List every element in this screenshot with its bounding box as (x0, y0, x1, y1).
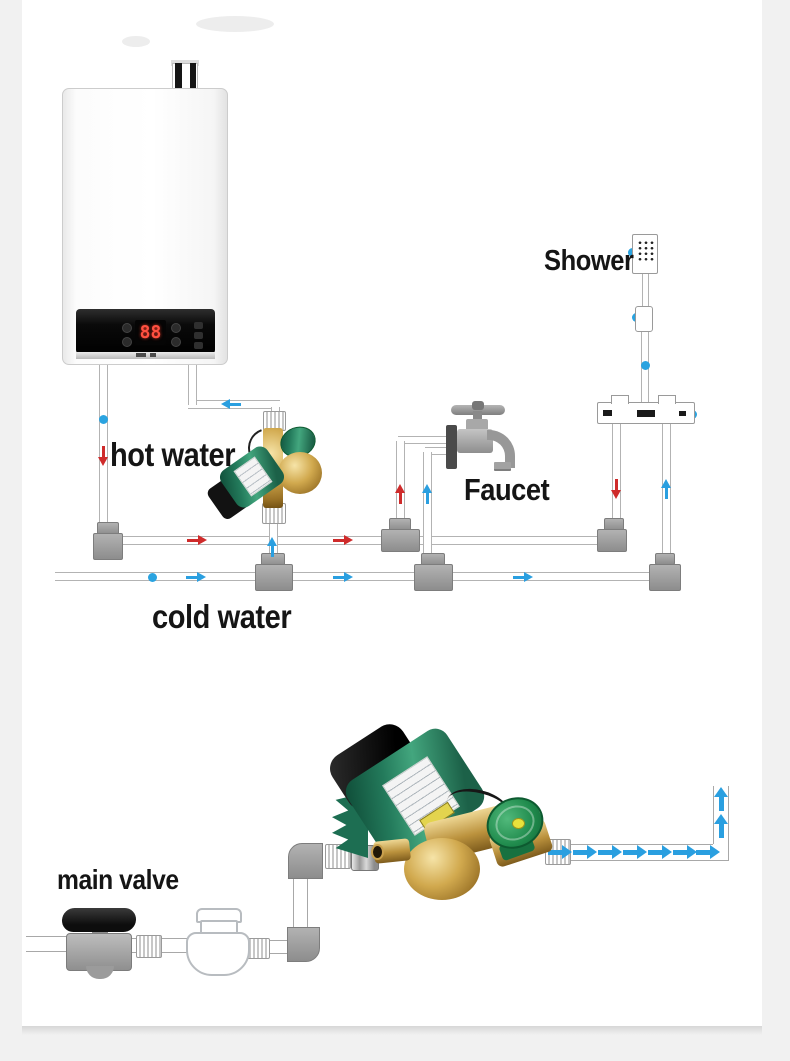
flow-arrow-cold (623, 845, 647, 859)
card-shadow (22, 1026, 762, 1035)
pump-inlet-hole (371, 844, 384, 860)
pipe-elbow (287, 927, 320, 962)
meter-body (186, 932, 250, 976)
flow-arrow-cold (648, 845, 672, 859)
label-hot-water: hot water (110, 436, 236, 473)
label-shower: Shower (544, 245, 634, 277)
union-fitting (136, 935, 162, 958)
label-faucet: Faucet (464, 472, 550, 507)
label-main-valve: main valve (57, 864, 179, 895)
flow-arrow-cold (714, 787, 728, 811)
flow-arrow-cold (696, 845, 720, 859)
valve-handle (61, 908, 136, 932)
pump-volute (404, 838, 480, 900)
label-cold-water: cold water (152, 598, 292, 635)
flow-arrow-cold (673, 845, 697, 859)
pipe-elbow (288, 843, 323, 879)
heater-display: 88 (135, 320, 166, 345)
flow-arrow-cold (598, 845, 622, 859)
flow-arrow-cold (573, 845, 597, 859)
flow-arrow-cold (714, 814, 728, 838)
pipe-segment (293, 874, 308, 932)
flow-switch-dot (512, 818, 525, 829)
